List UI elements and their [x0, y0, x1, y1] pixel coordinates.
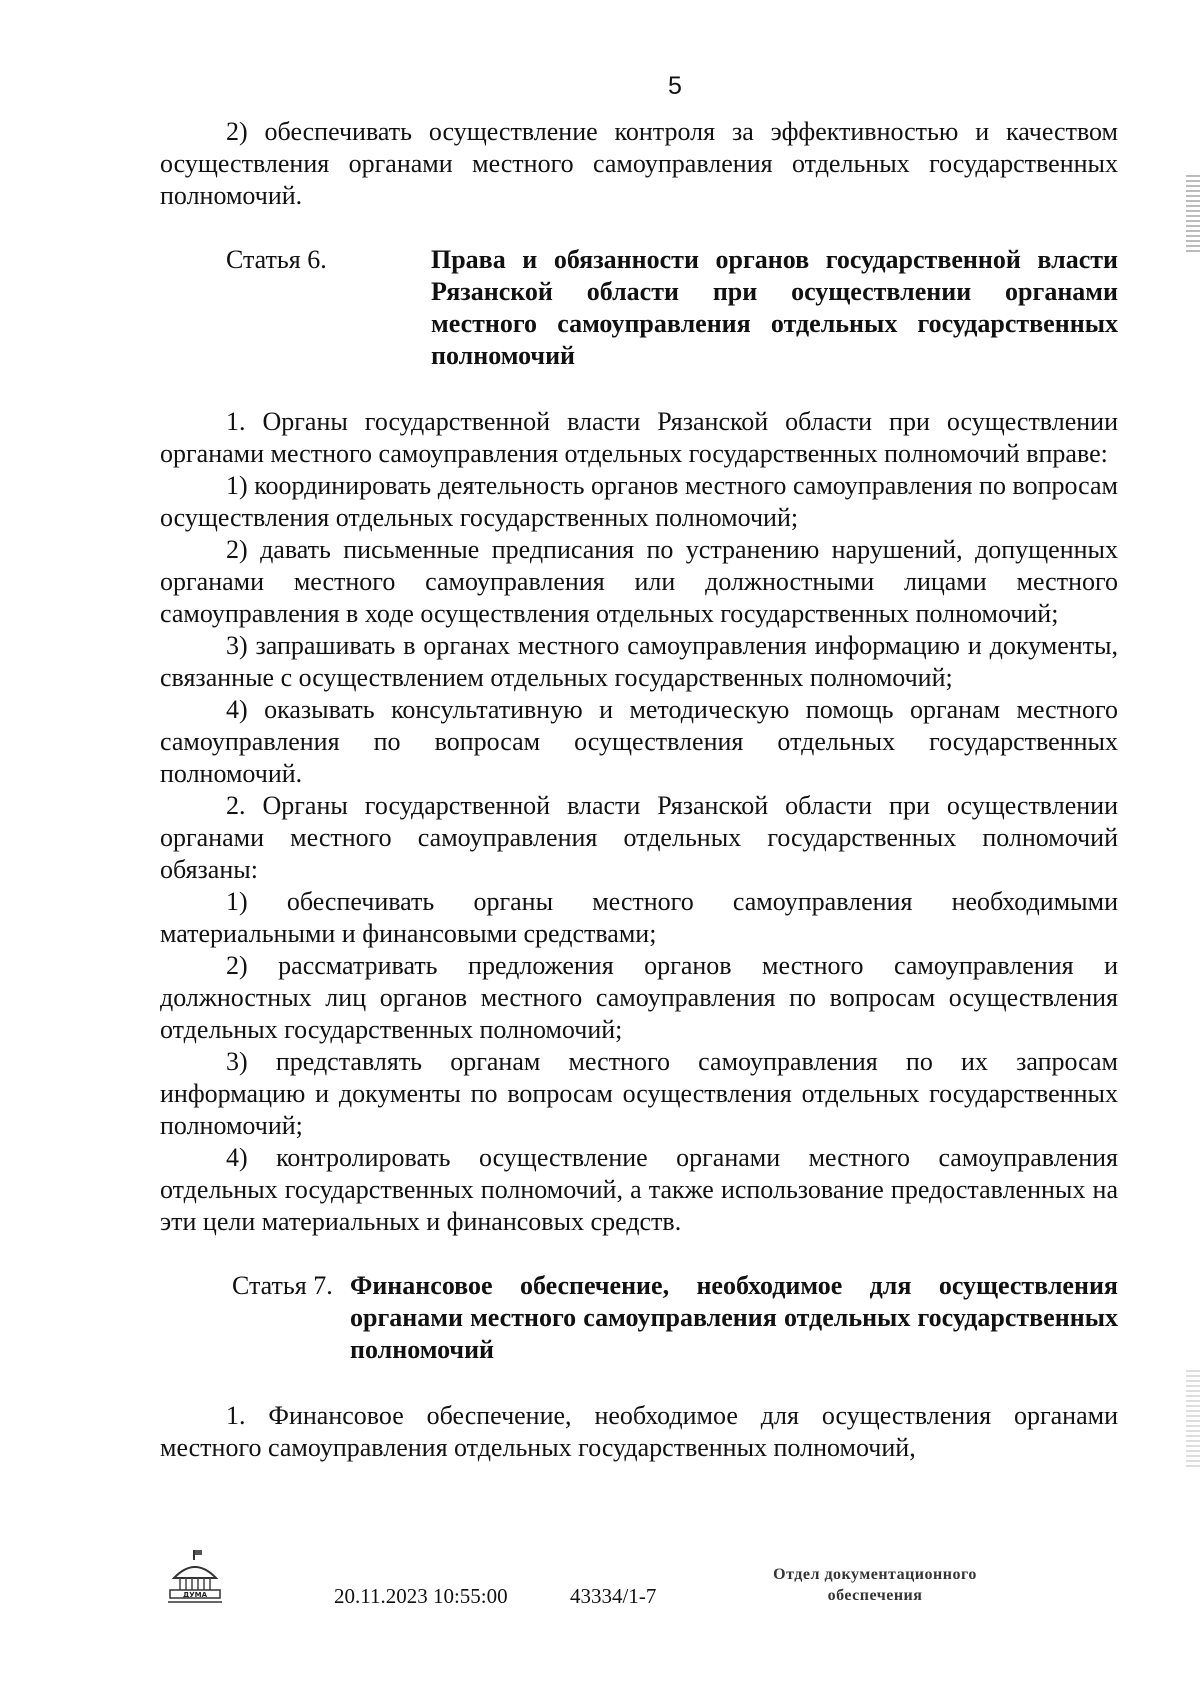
list-item: 3) представлять органам местного самоуправления по их запросам информацию и документы по вопросам осуществления отдельных государственных полномочий;	[160, 1047, 1118, 1140]
list-item: 1) координировать деятельность органов местного самоуправления по вопросам осуществления отдельных государственных полномочий;	[160, 471, 1118, 532]
page-number: 5	[668, 72, 682, 100]
duma-logo-icon	[166, 1548, 224, 1608]
article-7-heading	[160, 1270, 1118, 1366]
list-item: 1) обеспечивать органы местного самоуправления необходимыми материальными и финансовыми средствами;	[160, 887, 1118, 948]
article-label: Статья 6.	[226, 245, 327, 274]
article-title: Финансовое обеспечение, необходимое для осуществления органами местного самоуправления отдельных государственных полномочий	[350, 1271, 1118, 1364]
article-label: Статья 7.	[232, 1271, 333, 1300]
footer-registration-number: 43334/1-7	[570, 1584, 657, 1608]
document-body	[160, 116, 1118, 1464]
paragraph: 1. Органы государственной власти Рязанской области при осуществлении органами местного самоуправления отдельных государственных полномочий вправе:	[160, 407, 1118, 468]
article-6-heading	[160, 244, 1118, 372]
paragraph: 2. Органы государственной власти Рязанской области при осуществлении органами местного самоуправления отдельных государственных полномочий обязаны:	[160, 791, 1118, 884]
scan-margin-mark	[1186, 175, 1200, 255]
footer-department-stamp: Отдел документационного обеспечения	[773, 1566, 977, 1604]
list-item: 4) оказывать консультативную и методическую помощь органам местного самоуправления по вопросам осуществления отдельных государственных полномочий.	[160, 695, 1118, 788]
paragraph: 1. Финансовое обеспечение, необходимое для осуществления органами местного самоуправления отдельных государственных полномочий,	[160, 1401, 1118, 1462]
list-item: 2) рассматривать предложения органов местного самоуправления и должностных лиц органов местного самоуправления по вопросам осуществления отдельных государственных полномочий;	[160, 951, 1118, 1044]
scan-margin-mark	[1186, 1370, 1200, 1470]
footer-date: 20.11.2023 10:55:00	[334, 1584, 508, 1608]
article-title: Права и обязанности органов государственной власти Рязанской области при осуществлении органами местного самоуправления отдельных государственных полномочий	[431, 245, 1118, 370]
list-item: 3) запрашивать в органах местного самоуправления информацию и документы, связанные с осуществлением отдельных государственных полномочий;	[160, 631, 1118, 692]
list-item: 4) контролировать осуществление органами местного самоуправления отдельных государственных полномочий, а также использование предоставленных на эти цели материальных и финансовых средств.	[160, 1143, 1118, 1236]
logo-text: ДУМА	[182, 1591, 208, 1599]
list-item: 2) давать письменные предписания по устранению нарушений, допущенных органами местного самоуправления или должностными лицами местного самоуправления в ходе осуществления отдельных государственных полномочий;	[160, 535, 1118, 628]
paragraph: 2) обеспечивать осуществление контроля за эффективностью и качеством осуществления органами местного самоуправления отдельных государственных полномочий.	[160, 117, 1118, 210]
